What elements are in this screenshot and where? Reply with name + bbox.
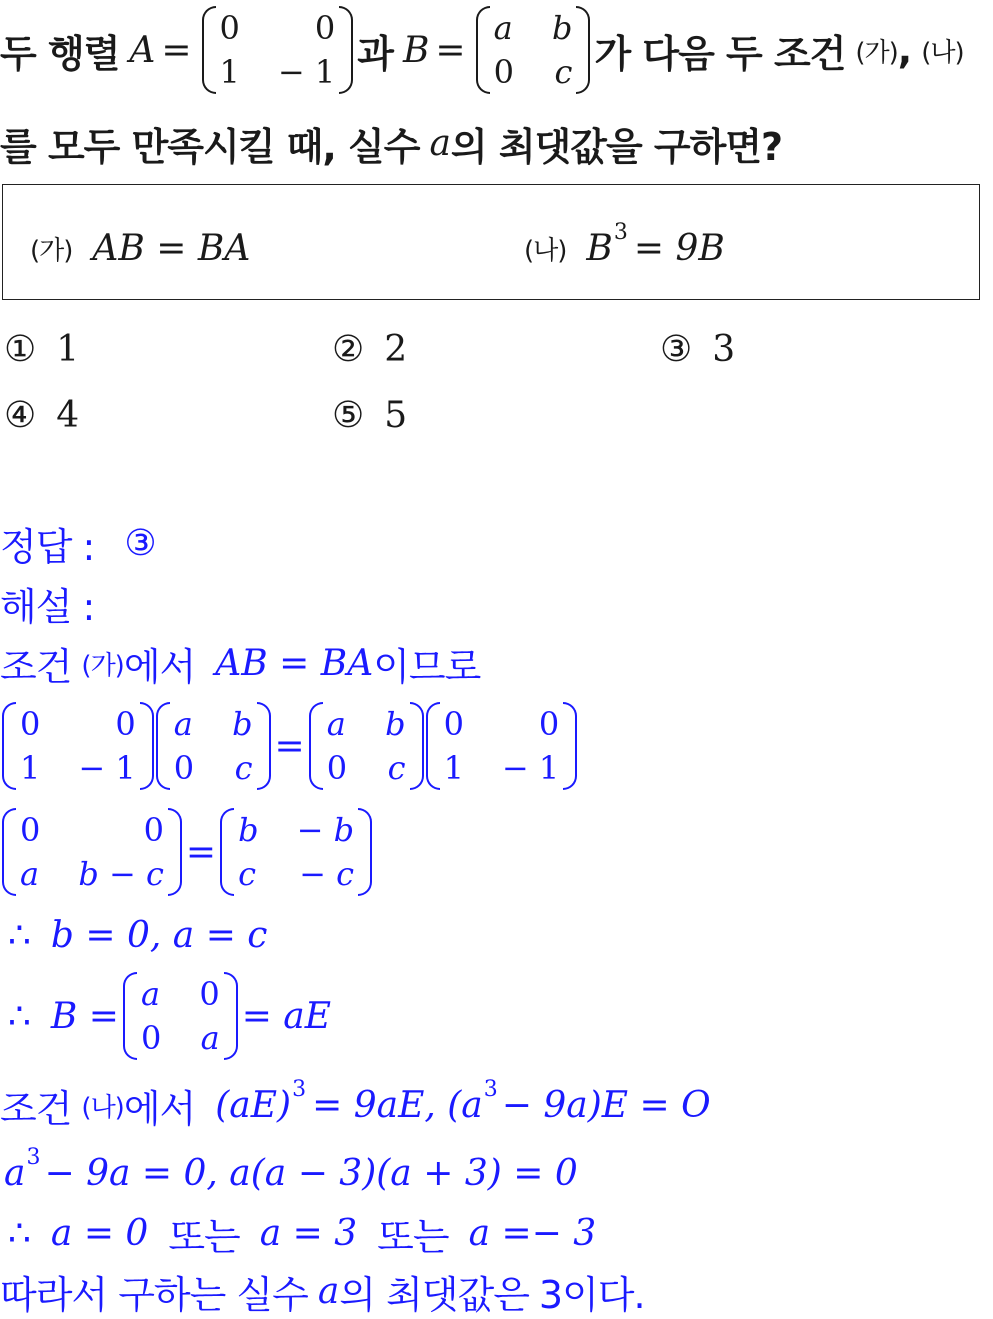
choice-4[interactable]: ④ 4 bbox=[4, 394, 80, 436]
solution-step-3: 0 0 a b − c = b − b c − c bbox=[0, 806, 376, 898]
solution-step-6: 조건 (나) 에서 (aE) 3 = 9aE, (a 3 − 9a)E = O bbox=[0, 1076, 711, 1131]
q-symbol-A: A bbox=[129, 29, 156, 71]
solution-step-4: ∴ b = 0, a = c bbox=[8, 914, 268, 956]
solution-conclusion: 따라서 구하는 실수 a 의 최댓값은 3이다. bbox=[0, 1270, 645, 1317]
explain-label: 해설 : bbox=[0, 584, 95, 629]
choice-1[interactable]: ① 1 bbox=[4, 328, 80, 370]
q-label-na: (나) bbox=[921, 37, 964, 68]
solution-step-5: ∴ B = a 0 0 a = aE bbox=[0, 970, 331, 1062]
q-text: 가 다음 두 조건 bbox=[594, 31, 846, 76]
question-line-1: 두 행렬 A = 0 0 1 − 1 과 B = a b 0 c 가 다음 두 조건 (가) , (나) bbox=[0, 4, 964, 96]
choice-5[interactable]: ⑤ 5 bbox=[332, 394, 408, 436]
condition-na: (나) B 3 = 9B bbox=[524, 219, 725, 269]
q-eq: = bbox=[161, 29, 192, 71]
solution-step-7: a 3 − 9a = 0, a(a − 3)(a + 3) = 0 bbox=[4, 1144, 578, 1194]
solution-step-8: ∴ a = 0 또는 a = 3 또는 a =− 3 bbox=[8, 1212, 597, 1259]
solution-step-1: 조건 (가) 에서 AB = BA 이므로 bbox=[0, 642, 481, 689]
matrix-A: 0 0 1 − 1 bbox=[202, 6, 354, 94]
matrix-B: a b 0 c bbox=[476, 6, 591, 94]
answer-line: 정답 : ③ bbox=[0, 522, 157, 569]
q-text: 두 행렬 bbox=[0, 31, 120, 76]
question-line-2: 를 모두 만족시킬 때, 실수 a 의 최댓값을 구하면? bbox=[0, 122, 783, 169]
choice-2[interactable]: ② 2 bbox=[332, 328, 408, 370]
condition-ga: (가) AB = BA bbox=[30, 227, 251, 269]
q-eq: = bbox=[435, 29, 466, 71]
q-text: 과 bbox=[357, 31, 393, 76]
solution-step-2: 0 0 1 − 1 a b 0 c = a b 0 c 0 0 1 − 1 bbox=[0, 700, 581, 792]
q-symbol-B: B bbox=[402, 29, 430, 71]
choice-3[interactable]: ③ 3 bbox=[660, 328, 736, 370]
q-label-ga: (가) bbox=[855, 37, 898, 68]
